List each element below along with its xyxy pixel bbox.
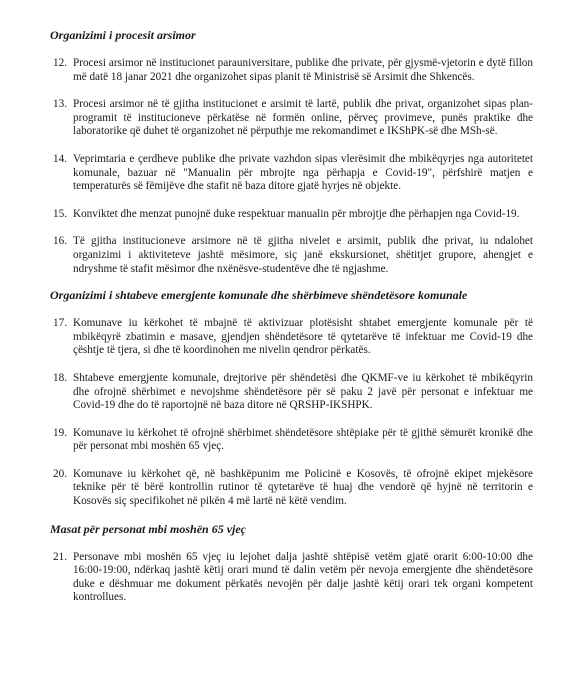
- list-item-17: [53, 317, 533, 358]
- item-text: Shtabeve emergjente komunale, drejtorive për shëndetësi dhe QKMF-ve iu kërkohet të mbikëqyrin dhe ofrojnë shërbimet e nevojshme shëndetësore për së paku 2 javë për personat e infektuar me Covid-19 dhe do të raportojnë në baza ditore në QRSHP-IKSHPK.: [73, 371, 533, 412]
- list-item-21: [53, 551, 533, 605]
- item-number: 15.: [53, 207, 67, 220]
- item-text: Procesi arsimor në institucionet parauniversitare, publike dhe private, për gjysmë-vjetorin e dytë fillon më datë 18 janar 2021 dhe organizohet sipas planit të Ministrisë së Arsimit dhe Shkencës.: [73, 57, 533, 83]
- list-item-15: [53, 208, 533, 222]
- item-number: 17.: [53, 317, 67, 330]
- list-item-14: [53, 153, 533, 194]
- list-item-13: [53, 98, 533, 139]
- item-number: 21.: [53, 550, 67, 563]
- item-text: Konviktet dhe menzat punojnë duke respektuar manualin për mbrojtje dhe përhapjen nga Covid-19.: [73, 207, 520, 220]
- section-heading-educational-process: Organizimi i procesit arsimor: [50, 28, 196, 42]
- item-number: 12.: [53, 57, 67, 69]
- list-item-18: [53, 372, 533, 413]
- item-number: 18.: [53, 371, 67, 384]
- item-text: Veprimtaria e çerdheve publike dhe private vazhdon sipas vlerësimit dhe mbikëqyrjes nga autoritetet komunale, bazuar në "Manualin për mbrojte nga përhapja e Covid-19", përfshirë matjen e temperaturës së fëmijëve dhe stafit në baza ditore gjatë hyrjes në objekte.: [73, 152, 533, 193]
- list-item-12: [53, 57, 533, 84]
- item-text: Personave mbi moshën 65 vjeç iu lejohet dalja jashtë shtëpisë vetëm gjatë orarit 6:00-10:00 dhe 16:00-19:00, ndërkaq jashtë këtij orari mund të dalin vetëm për nevoja emergjente dhe shëndetësore duke e dëshmuar me dokument përkatës nevojën për dalje jashtë këtij orari tek organi kompetent kontrollues.: [73, 550, 533, 604]
- item-text: Komunave iu kërkohet të ofrojnë shërbimet shëndetësore shtëpiake për të gjithë sëmurët kronikë dhe për personat mbi moshën 65 vjeç.: [73, 426, 533, 453]
- section-heading-emergency-headquarters: Organizimi i shtabeve emergjente komunale dhe shërbimeve shëndetësore komunale: [50, 288, 468, 303]
- section-heading-persons-over-65: Masat për personat mbi moshën 65 vjeç: [50, 521, 247, 536]
- item-text: Komunave iu kërkohet që, në bashkëpunim me Policinë e Kosovës, të ofrojnë ekipet mjekësore teknike për të bërë kontrollin rutinor të qytetarëve të huaj dhe vendorë që hyjnë në territorin e Kosovës siç specifikohet në pikën 4 më lartë në këtë vendim.: [73, 467, 533, 508]
- list-item-19: [53, 427, 533, 454]
- item-number: 20.: [53, 467, 67, 480]
- item-number: 13.: [53, 98, 67, 111]
- item-number: 14.: [53, 152, 67, 165]
- list-item-20: [53, 468, 533, 509]
- item-number: 19.: [53, 426, 67, 439]
- item-text: Procesi arsimor në të gjitha institucionet e arsimit të lartë, publik dhe privat, organizohet sipas plan-programit të institucioneve përkatëse në formën online, përveç provimeve, punës praktike dhe laboratorike që duhet të organizohet në përputhje me rekomandimet e IKShPK-së dhe MSh-së.: [73, 98, 533, 138]
- item-text: Të gjitha institucioneve arsimore në të gjitha nivelet e arsimit, publik dhe privat, iu ndalohet organizimi i aktiviteteve jashtë mësimore, siç janë ekskursionet, shëtitjet grupore, ahengjet e ndryshme të stafit mësimor dhe nxënësve-studentëve dhe të ngjashme.: [73, 235, 533, 275]
- item-text: Komunave iu kërkohet të mbajnë të aktivizuar plotësisht shtabet emergjente komunale për të mbikëqyrë zbatimin e masave, gjendjen shëndetësore të qytetarëve të infektuar me Covid-19 dhe çështje të tjera, si dhe të koordinohen me nivelin qendror përkatës.: [73, 317, 533, 357]
- item-number: 16.: [53, 235, 67, 248]
- list-item-16: [53, 235, 533, 276]
